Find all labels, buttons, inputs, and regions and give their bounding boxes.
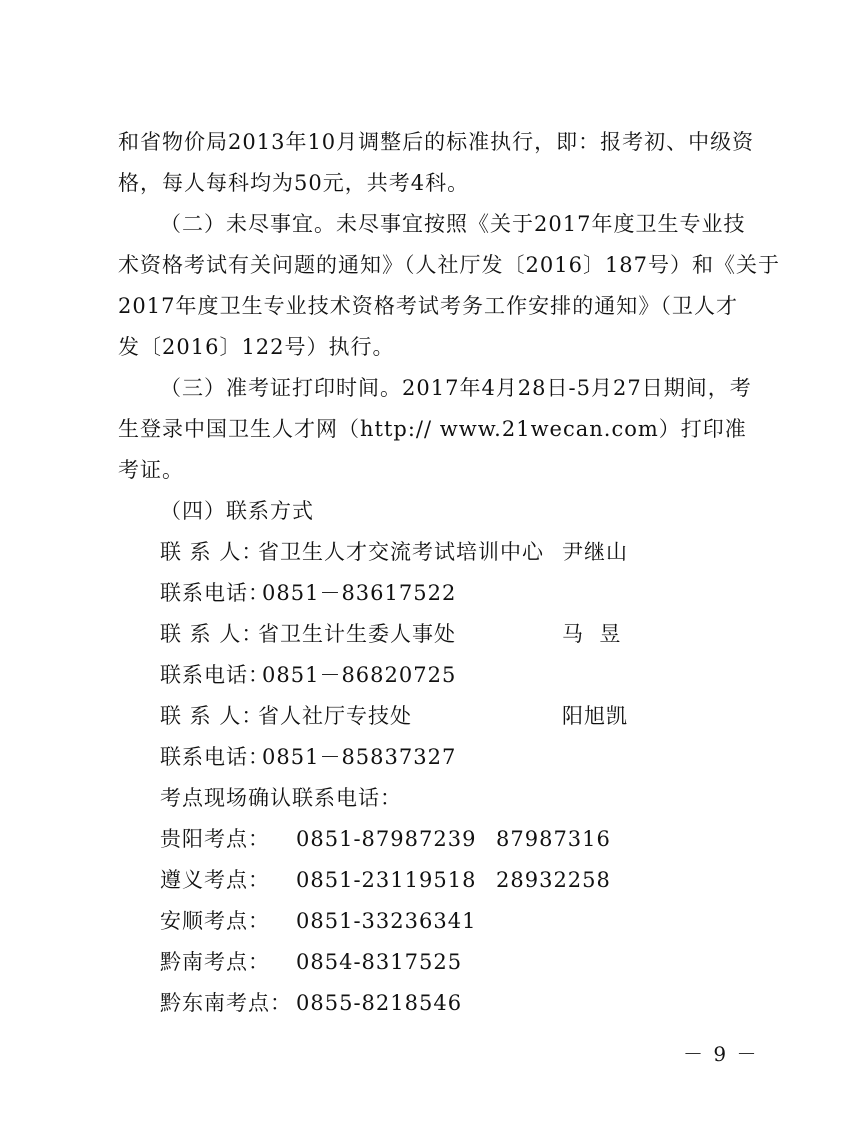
body-text-line: 2017年度卫生专业技术资格考试考务工作安排的通知》（卫人才 xyxy=(118,294,738,318)
site-name: 黔南考点： xyxy=(160,950,270,974)
site-phone: 0855-8218546 xyxy=(296,991,463,1015)
site-phone-alt: 28932258 xyxy=(496,868,611,892)
sites-heading: 考点现场确认联系电话： xyxy=(160,786,402,810)
contact-org: 省人社厅专技处 xyxy=(258,704,412,728)
contact-name: 马 昱 xyxy=(562,622,622,646)
contact-phone-label: 联系电话： xyxy=(160,663,270,687)
body-text-line: （三）准考证打印时间。2017年4月28日-5月27日期间，考 xyxy=(160,376,752,400)
contact-label: 联 系 人： xyxy=(160,540,264,564)
body-text-line: 格，每人每科均为50元，共考4科。 xyxy=(118,171,470,195)
contact-phone: 0851－85837327 xyxy=(262,745,457,769)
page-number: － 9 － xyxy=(683,1042,759,1066)
site-phone-alt: 87987316 xyxy=(496,827,611,851)
contact-phone-label: 联系电话： xyxy=(160,745,270,769)
site-name: 遵义考点： xyxy=(160,868,270,892)
body-text-line: 考证。 xyxy=(118,458,184,482)
body-text-line: 发〔2016〕122号）执行。 xyxy=(118,335,395,359)
contact-name: 尹继山 xyxy=(562,540,628,564)
body-text-line: 和省物价局2013年10月调整后的标准执行，即：报考初、中级资 xyxy=(118,130,755,154)
contact-phone-label: 联系电话： xyxy=(160,581,270,605)
site-phone: 0854-8317525 xyxy=(296,950,463,974)
section-heading: （四）联系方式 xyxy=(160,499,314,523)
contact-phone: 0851－86820725 xyxy=(262,663,457,687)
contact-org: 省卫生人才交流考试培训中心 xyxy=(258,540,544,564)
site-name: 安顺考点： xyxy=(160,909,270,933)
site-name: 贵阳考点： xyxy=(160,827,270,851)
body-text-line: 生登录中国卫生人才网（http:// www.21wecan.com）打印准 xyxy=(118,417,747,441)
contact-org: 省卫生计生委人事处 xyxy=(258,622,456,646)
site-phone: 0851-33236341 xyxy=(296,909,477,933)
body-text-line: 术资格考试有关问题的通知》（人社厅发〔2016〕187号）和《关于 xyxy=(118,253,781,277)
contact-label: 联 系 人： xyxy=(160,704,264,728)
site-phone: 0851-23119518 xyxy=(296,868,477,892)
contact-label: 联 系 人： xyxy=(160,622,264,646)
contact-phone: 0851－83617522 xyxy=(262,581,457,605)
site-name: 黔东南考点： xyxy=(160,991,292,1015)
contact-name: 阳旭凯 xyxy=(562,704,628,728)
body-text-line: （二）未尽事宜。未尽事宜按照《关于2017年度卫生专业技 xyxy=(160,212,746,236)
site-phone: 0851-87987239 xyxy=(296,827,477,851)
